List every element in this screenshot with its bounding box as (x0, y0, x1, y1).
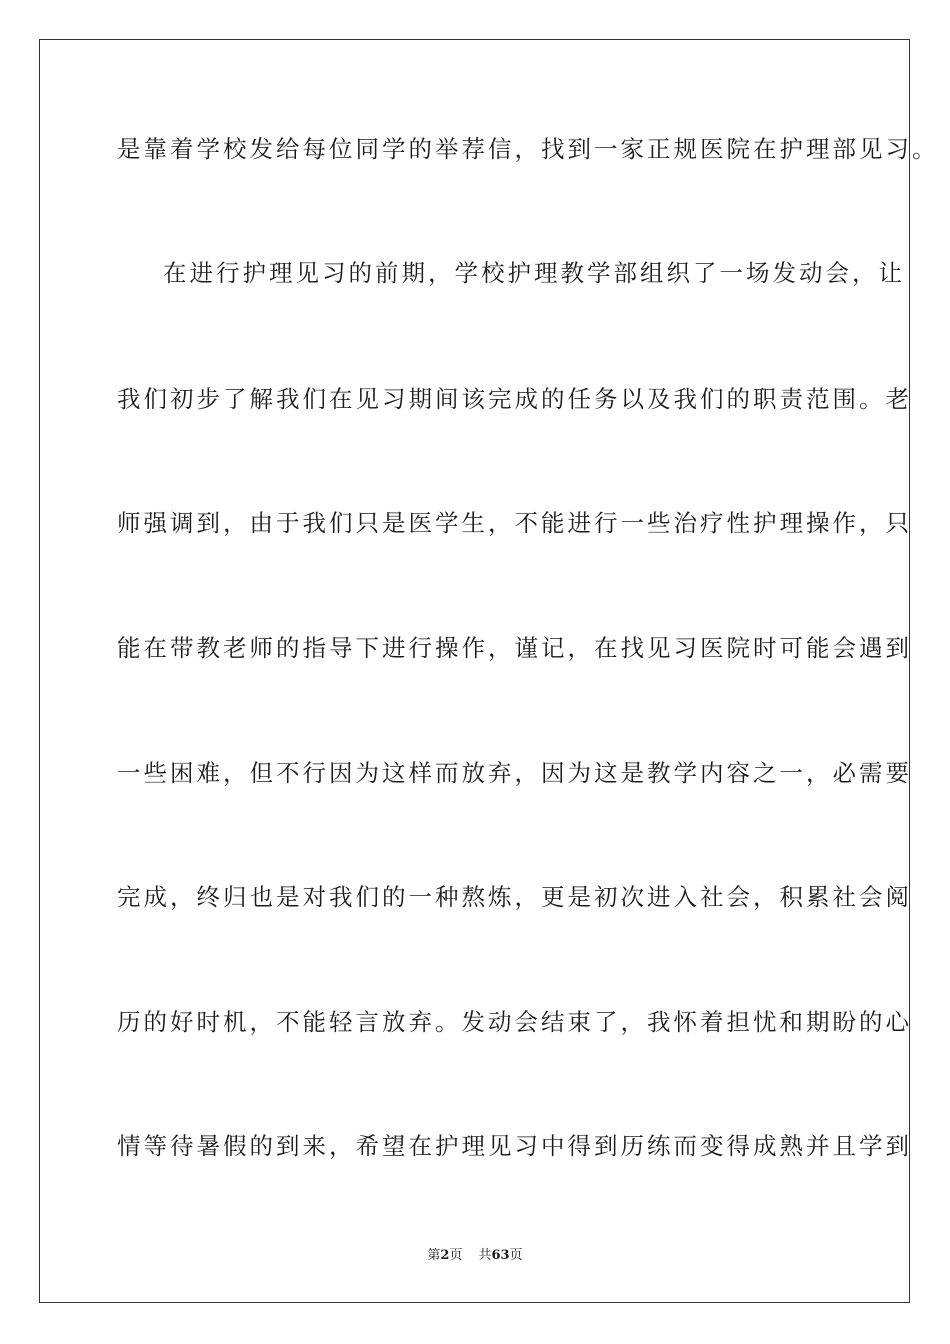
total-suffix: 页 (509, 1248, 523, 1263)
total-prefix: 共 (478, 1248, 492, 1263)
page-number: 2 (440, 1248, 450, 1263)
text-line-7: 完成，终归也是对我们的一种熬炼，更是初次进入社会，积累社会阅 (117, 883, 912, 911)
text-line-6: 一些困难，但不行因为这样而放弃，因为这是教学内容之一，必需要 (117, 759, 912, 787)
page-frame (39, 39, 939, 1303)
text-line-3: 我们初步了解我们在见习期间该完成的任务以及我们的职责范围。老 (117, 385, 912, 413)
page-suffix: 页 (449, 1248, 463, 1263)
text-line-9: 情等待暑假的到来，希望在护理见习中得到历练而变得成熟并且学到 (117, 1132, 912, 1160)
page-prefix: 第 (427, 1248, 441, 1263)
text-line-4: 师强调到，由于我们只是医学生，不能进行一些治疗性护理操作，只 (117, 509, 912, 537)
text-line-5: 能在带教老师的指导下进行操作，谨记，在找见习医院时可能会遇到 (117, 634, 912, 662)
page-footer (0, 1247, 950, 1265)
total-pages: 63 (491, 1248, 510, 1263)
text-line-1: 是靠着学校发给每位同学的举荐信，找到一家正规医院在护理部见习。 (117, 135, 939, 163)
text-line-2: 在进行护理见习的前期，学校护理教学部组织了一场发动会，让 (163, 259, 905, 287)
text-line-8: 历的好时机，不能轻言放弃。发动会结束了，我怀着担忧和期盼的心 (117, 1008, 912, 1036)
